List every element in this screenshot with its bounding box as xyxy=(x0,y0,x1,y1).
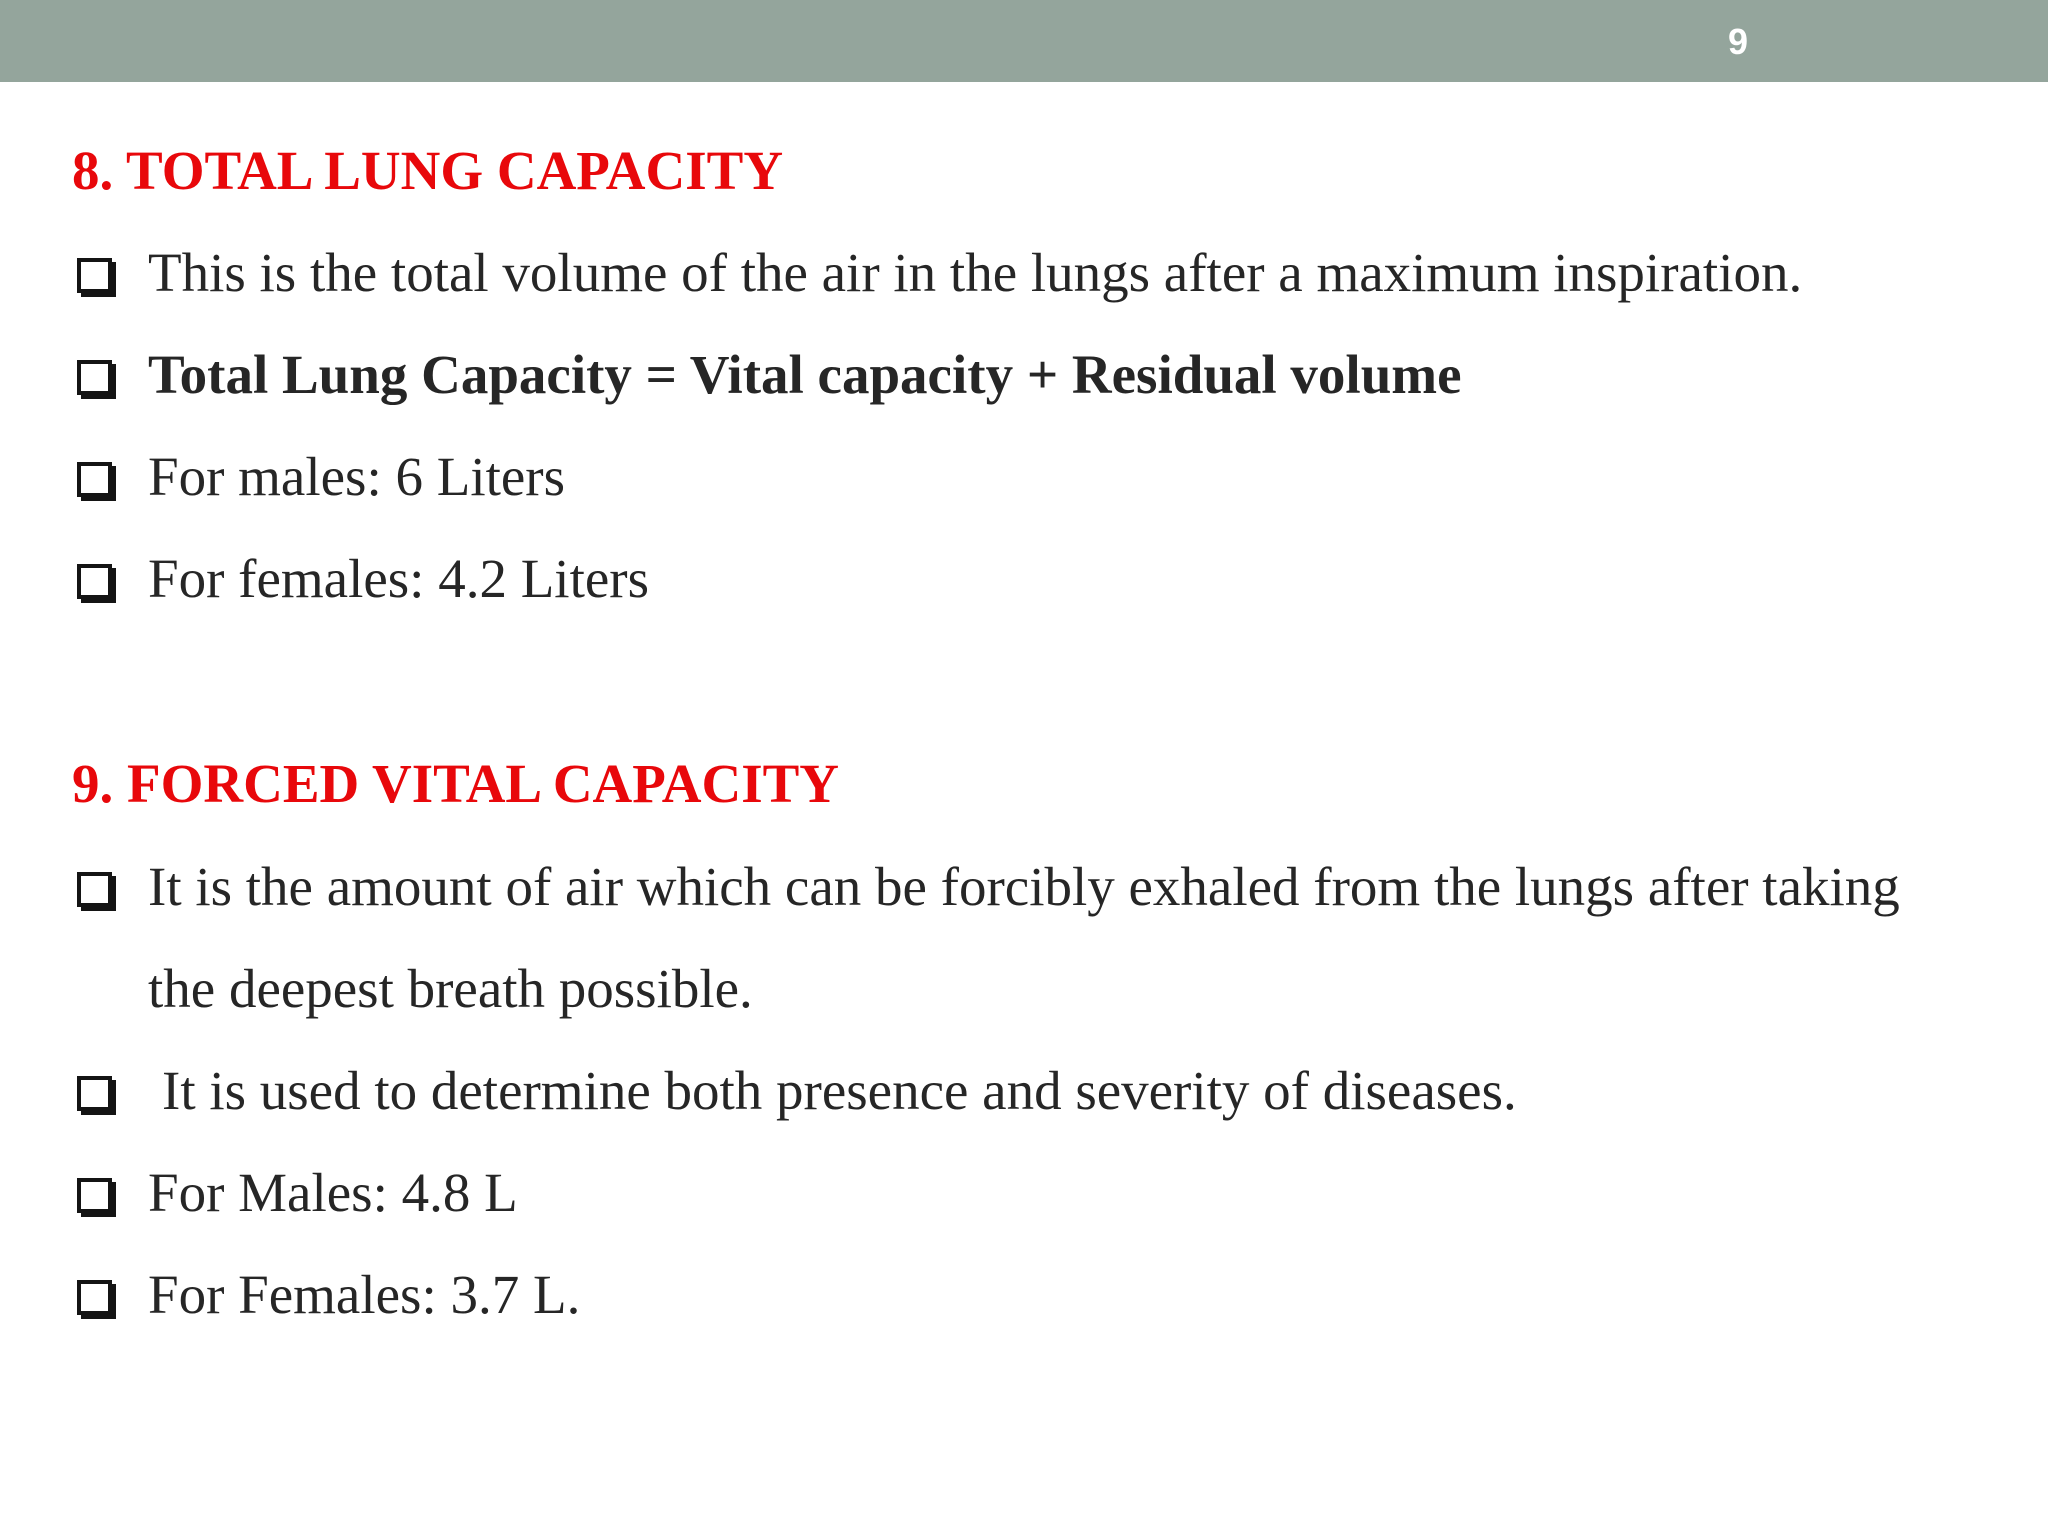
slide-number: 9 xyxy=(1727,21,1749,62)
list-item xyxy=(72,442,2012,512)
bullet-text: This is the total volume of the air in the lungs after a maximum inspiration. xyxy=(148,242,1803,303)
section-heading-forced-vital-capacity: 9. FORCED VITAL CAPACITY xyxy=(72,753,840,814)
checkbox-square-icon xyxy=(77,564,112,599)
list-item xyxy=(72,238,2012,308)
bullet-text: For females: 4.2 Liters xyxy=(148,548,649,609)
checkbox-square-icon xyxy=(77,1076,112,1111)
bullet-text: For Females: 3.7 L. xyxy=(148,1264,581,1325)
list-item xyxy=(72,852,2012,922)
list-item xyxy=(72,1056,2012,1126)
list-item xyxy=(72,1158,2012,1228)
bullet-text: It is the amount of air which can be forcibly exhaled from the lungs after taking xyxy=(148,856,1900,917)
section-heading-total-lung-capacity: 8. TOTAL LUNG CAPACITY xyxy=(72,140,784,201)
bullet-text: For males: 6 Liters xyxy=(148,446,566,507)
bullet-text: It is used to determine both presence and severity of diseases. xyxy=(162,1060,1517,1121)
list-item xyxy=(72,544,2012,614)
bullet-text: For Males: 4.8 L xyxy=(148,1162,518,1223)
checkbox-square-icon xyxy=(77,360,112,395)
checkbox-square-icon xyxy=(77,258,112,293)
checkbox-square-icon xyxy=(77,872,112,907)
list-item xyxy=(72,340,2012,410)
checkbox-square-icon xyxy=(77,1178,112,1213)
checkbox-square-icon xyxy=(77,462,112,497)
bullet-text-formula: Total Lung Capacity = Vital capacity + Residual volume xyxy=(148,344,1462,405)
checkbox-square-icon xyxy=(77,1280,112,1315)
list-item xyxy=(72,1260,2012,1330)
bullet-text-continuation: the deepest breath possible. xyxy=(148,958,753,1019)
